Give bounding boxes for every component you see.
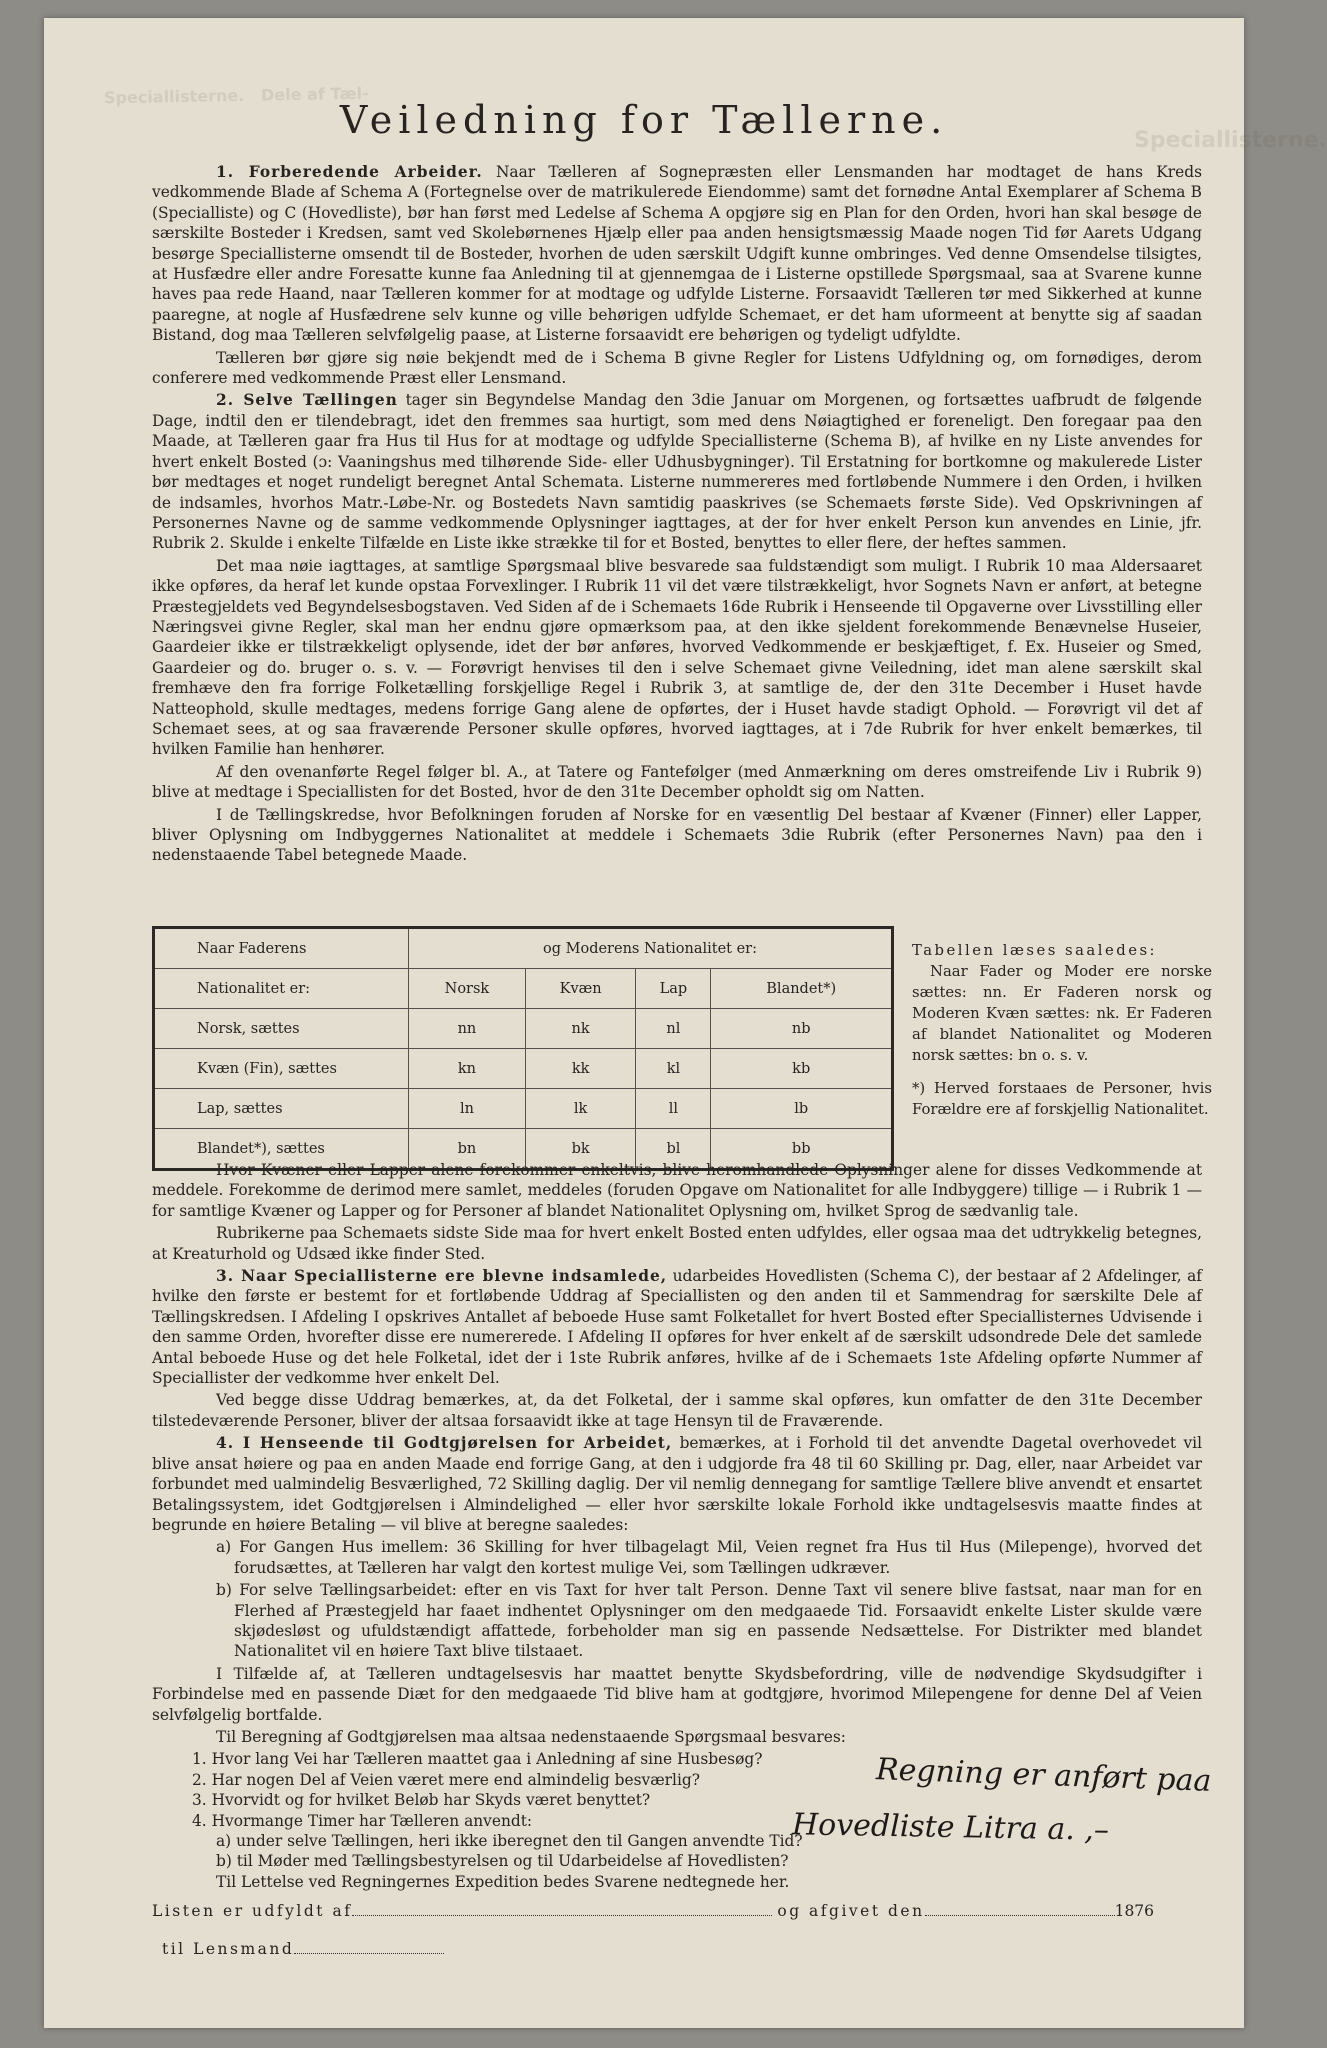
section-3-heading: 3. Naar Speciallisterne ere blevne indsamlede, — [216, 1267, 668, 1286]
document-page — [44, 18, 1327, 2028]
table-cell: ll — [636, 1089, 711, 1129]
table-col-header: Kvæn — [525, 969, 636, 1009]
row-label: Kvæn (Fin), sættes — [154, 1049, 409, 1089]
question: 1. Hvor lang Vei har Tælleren maattet gaa i Anledning af sine Husbesøg? — [192, 1750, 763, 1769]
note-footnote: *) Herved forstaaes de Personer, hvis Forældre ere af forskjellig Nationalitet. — [912, 1080, 1212, 1118]
section-1-text-2: Tælleren bør gjøre sig nøie bekjendt med de i Schema B givne Regler for Listens Udfyldning og, om fornødiges, derom conferere med vedkommende Præst eller Lensmand. — [152, 348, 1202, 388]
table-col-header: Norsk — [409, 969, 526, 1009]
page-title: Veiledning for Tællerne. — [339, 98, 949, 142]
handwritten-line-2: Hovedliste Litra a. ,– — [791, 1807, 1110, 1848]
bleed-through-text: Speciallisterne. Dele af Tæl- — [103, 83, 369, 108]
section-2-heading: 2. Selve Tællingen — [216, 391, 398, 410]
table-row — [154, 1089, 893, 1129]
table-col-header: Lap — [636, 969, 711, 1009]
bleed-through-text-right: Speciallisterne. — [1134, 128, 1327, 153]
handwritten-line-1: Regning er anført paa — [875, 1752, 1212, 1799]
section-4-item-a: a) For Gangen Hus imellem: 36 Skilling for hver tilbagelagt Mil, Veien regnet fra Hus til Hus (Milepenge), hvorved det forudsættes, at Tælleren har valgt den kortest mulige Vei, som Tællingen udkræver. — [216, 1538, 1202, 1577]
section-2-text: tager sin Begyndelse Mandag den 3die Januar om Morgenen, og fortsættes uafbrudt de følgende Dage, indtil den er tilendebragt, idet den fremmes saa hurtigt, som med dens Nøiagtighed er foreneligt. Den foregaar paa den Maade, at Tælleren gaar fra Hus til Hus for at modtage og udfylde Speciallisterne (Schema B), af hvilke en ny Liste anvendes for hvert enkelt Bosted (ɔ: Vaaningshus med tilhørende Side- eller Udhusbygninger). Til Erstatning for bortkomne og makulerede Lister bør medtages et noget rundeligt beregnet Antal Schemata. Listerne nummereres med fortløbende Nummere i den Orden, i hvilken de indsamles, hvorhos Matr.-Løbe-Nr. og Bostedets Navn samtidig paaskrives (se Schemaets første Side). Ved Opskrivningen af Personernes Navne og de samme vedkommende Oplysninger iagttages, at der for hver enkelt Person kun anvendes en Linie, jfr. Rubrik 2. Skulde i enkelte Tilfælde en Liste ikke strække til for et Bosted, benyttes to eller flere, der heftes sammen. — [152, 391, 1203, 553]
section-4-text-2: I Tilfælde af, at Tælleren undtagelsesvis har maattet benytte Skydsbefordring, ville de nødvendige Skydsudgifter i Forbindelse med en passende Diæt for den medgaaede Tid blive ham at godtgjøre, hvorimod Milepengene for denne Del af Veien selvfølgelig bortfalde. — [152, 1664, 1202, 1724]
row-label: Lap, sættes — [154, 1089, 409, 1129]
question-sub: b) til Møder med Tællingsbestyrelsen og til Udarbeidelse af Hovedlisten? — [216, 1852, 789, 1871]
table-cell: bb — [711, 1129, 893, 1170]
lensmand-fill-line — [294, 1953, 444, 1954]
section-1-text: Naar Tælleren af Sognepræsten eller Lensmanden har modtaget de hans Kreds vedkommende Blade af Schema A (Fortegnelse over de matrikulerede Eiendomme) samt det fornødne Antal Exemplarer af Schema B (Specialliste) og C (Hovedliste), bør han først med Ledelse af Schema A opgjøre sig en Plan for den Orden, hvori han skal besøge de særskilte Bosteder i Kredsen, samt ved Skolebørnenes Hjælp eller paa anden hensigtsmæssig Maade nogen Tid før Aarets Udgang besørge Speciallisterne omsendt til de Bosteder, hvorhen de uden særskilt Udgift kunne ombringes. Ved denne Omsendelse tilsigtes, at Husfædre eller andre Foresatte kunne faa Anledning til at gjennemgaa de i Listerne opstillede Spørgsmaal, saa at Svarene kunne haves paa rede Haand, naar Tælleren kommer for at modtage og udfylde Listerne. Forsaavidt Tælleren tør med Sikkerhed at kunne paaregne, at nogle af Husfædrene selv kunne og ville behørigen udfylde Schemaet, er det ham uformeent at benytte sig af saadan Bistand, dog maa Tælleren selvfølgelig paase, at Listerne forsaavidt ere behørigen og tydeligt udfyldte. — [152, 163, 1202, 345]
table-row — [154, 1049, 893, 1089]
section-2-text-2: Det maa nøie iagttages, at samtlige Spørgsmaal blive besvarede saa fuldstændigt som muligt. I Rubrik 10 maa Aldersaaret ikke opføres, da heraf let kunde opstaa Forvexlinger. I Rubrik 11 vil det være tilstrækkeligt, hvor Sognets Navn er anført, at betegne Præstegjeldets ved Begyndelsesbogstaven. Ved Siden af de i Schemaets 16de Rubrik i Henseende til Opgaverne over Livsstilling eller Næringsvei givne Regler, skal man her endnu gjøre opmærksom paa, at den ikke sjeldent forekommende Benævnelse Huseier, Gaardeier ikke er tilstrækkeligt oplysende, idet der bør anføres, hvorved Vedkommende er beskjæftiget, f. Ex. Huseier og Smed, Gaardeier og do. bruger o. s. v. — Forøvrigt henvises til den i selve Schemaet givne Veiledning, idet man alene særskilt skal fremhæve den fra forrige Folketælling forskjellige Regel i Rubrik 3, at samtlige de, der den 31te December i Huset havde Natteophold, skulle medtages, medens forrige Gang alene de opførtes, der i Huset havde stadigt Ophold. — Forøvrigt vil det af Schemaet sees, at og saa fraværende Personer skulle opføres, hvorved iagttages, at i 7de Rubrik for hver enkelt bemærkes, til hvilken Familie han henhører. — [152, 556, 1202, 759]
section-2-text-3: Af den ovenanførte Regel følger bl. A., at Tatere og Fantefølger (med Anmærkning om deres omstreifende Liv i Rubrik 9) blive at medtage i Speciallisten for det Bosted, hvor de den 31te December opholdt sig om Natten. — [152, 762, 1202, 802]
table-cell: nn — [409, 1009, 526, 1049]
table-head-span: og Moderens Nationalitet er: — [409, 928, 893, 969]
section-4-text-3: Til Beregning af Godtgjørelsen maa altsaa nedenstaaende Spørgsmaal besvares: — [216, 1727, 846, 1746]
table-cell: bl — [636, 1129, 711, 1170]
note-heading: Tabellen læses saaledes: — [912, 942, 1158, 959]
footer-til-label: til Lensmand — [162, 1940, 295, 1958]
footer-line-2 — [162, 1940, 444, 1958]
table-cell: lb — [711, 1089, 893, 1129]
table-cell: lk — [525, 1089, 636, 1129]
section-4-closing: Til Lettelse ved Regningernes Expedition bedes Svarene nedtegnede her. — [216, 1872, 790, 1891]
date-fill-line — [925, 1915, 1115, 1916]
footer-afgivet-label: og afgivet den — [777, 1902, 925, 1920]
listen-fill-line — [352, 1915, 772, 1916]
table-col-header: Blandet*) — [711, 969, 893, 1009]
section-2-text-5: Hvor Kvæner eller Lapper alene forekommer enkeltvis, blive heromhandlede Oplysninger alene for disses Vedkommende at meddele. Forekomme de derimod mere samlet, meddeles (foruden Opgave om Nationalitet for alle Indbyggere) tillige — i Rubrik 1 — for samtlige Kvæner og Lapper og for Personer af blandet Nationalitet Oplysning om, hvilket Sprog de sædvanlig tale. — [152, 1161, 1202, 1220]
footer-line-1 — [152, 1902, 1154, 1920]
section-2-text-4: I de Tællingskredse, hvor Befolkningen foruden af Norske for en væsentlig Del bestaar af Kvæner (Finner) eller Lapper, bliver Oplysning om Indbyggernes Nationalitet at meddele i Schemaets 3die Rubrik (efter Personernes Navn) paa den i nedenstaaende Tabel betegnede Maade. — [152, 805, 1202, 865]
table-cell: bk — [525, 1129, 636, 1170]
table-cell: kl — [636, 1049, 711, 1089]
table-cell: kk — [525, 1049, 636, 1089]
table-cell: kn — [409, 1049, 526, 1089]
table-head-left-2: Nationalitet er: — [154, 969, 409, 1009]
table-cell: nl — [636, 1009, 711, 1049]
table-cell: ln — [409, 1089, 526, 1129]
section-3-text: udarbeides Hovedlisten (Schema C), der bestaar af 2 Afdelinger, af hvilke den første er bestemt for et fortløbende Uddrag af Speciallisten og den anden til et Sammendrag for særskilte Dele af Tællingskredsen. I Afdeling I opskrives Antallet af beboede Huse samt Folketallet for hvert Bosted efter Speciallisternes Udvisende i den samme Orden, hvorefter disse ere numererede. I Afdeling II opføres for hver enkelt af de særskilt udsondrede Dele det samlede Antal beboede Huse og det hele Folketal, idet der i 1ste Rubrik anføres, hvilke af de i Schemaets 1ste Afdeling opførte Nummer af Speciallister der vedkomme hver enkelt Del. — [152, 1267, 1202, 1388]
section-4-heading: 4. I Henseende til Godtgjørelsen for Arbeidet, — [216, 1434, 673, 1453]
table-cell: bn — [409, 1129, 526, 1170]
row-label: Blandet*), sættes — [154, 1129, 409, 1170]
table-row — [154, 1009, 893, 1049]
nationality-table — [152, 926, 894, 1171]
footer-listen-label: Listen er udfyldt af — [152, 1902, 353, 1920]
table-note — [912, 940, 1212, 1120]
table-cell: nk — [525, 1009, 636, 1049]
section-4-text: bemærkes, at i Forhold til det anvendte Dagetal overhovedet vil blive ansat høiere og paa en anden Maade end forrige Gang, at den i udgjorde fra 48 til 60 Skilling pr. Dag, eller, naar Arbeidet var forbundet med ualmindelig Besværlighed, 72 Skilling daglig. Der vil nemlig dennegang for samtlige Tællere blive anvendt et ensartet Betalingssystem, idet Godtgjørelsen i Almindelighed — eller hvor særskilte lokale Forhold ikke undtagelsesvis maatte findes at begrunde en høiere Betaling — vil blive at beregne saaledes: — [152, 1434, 1202, 1534]
table-cell: nb — [711, 1009, 893, 1049]
question-sub: a) under selve Tællingen, heri ikke iberegnet den til Gangen anvendte Tid? — [216, 1832, 803, 1850]
footer-year: 1876 — [1114, 1902, 1155, 1920]
section-1 — [152, 162, 1202, 868]
table-head-left: Naar Faderens — [154, 928, 409, 969]
row-label: Norsk, sættes — [154, 1009, 409, 1049]
question: 3. Hvorvidt og for hvilket Beløb har Skyds været benyttet? — [192, 1791, 651, 1810]
section-3-text-2: Ved begge disse Uddrag bemærkes, at, da det Folketal, der i samme skal opføres, kun omfatter de den 31te December tilstedeværende Personer, bliver der altsaa forsaavidt ikke at tage Hensyn til de Fraværende. — [152, 1391, 1202, 1430]
section-4-item-b: b) For selve Tællingsarbeidet: efter en vis Taxt for hver talt Person. Denne Taxt vil senere blive fastsat, naar man for en Flerhed af Præstegjeld har faaet indhentet Oplysninger om den medgaaede Tid. Forsaavidt enkelte Lister skulde være skjødesløst og ufuldstændigt affattede, forbeholder man sig en passende Nedsættelse. For Distrikter med blandet Nationalitet vil en høiere Taxt blive tilstaaet. — [216, 1581, 1202, 1661]
note-body: Naar Fader og Moder ere norske sættes: nn. Er Faderen norsk og Moderen Kvæn sættes: nk. Er Faderen af blandet Nationalitet og Moderen norsk sættes: bn o. s. v. — [912, 963, 1212, 1064]
section-1-heading: 1. Forberedende Arbeider. — [216, 163, 483, 181]
section-2-text-6: Rubrikerne paa Schemaets sidste Side maa for hvert enkelt Bosted enten udfyldes, eller ogsaa maa det udtrykkelig betegnes, at Kreaturhold og Udsæd ikke finder Sted. — [152, 1224, 1202, 1263]
question: 2. Har nogen Del af Veien været mere end almindelig besværlig? — [192, 1770, 700, 1789]
table-cell: kb — [711, 1049, 893, 1089]
question: 4. Hvormange Timer har Tælleren anvendt: — [192, 1811, 533, 1830]
